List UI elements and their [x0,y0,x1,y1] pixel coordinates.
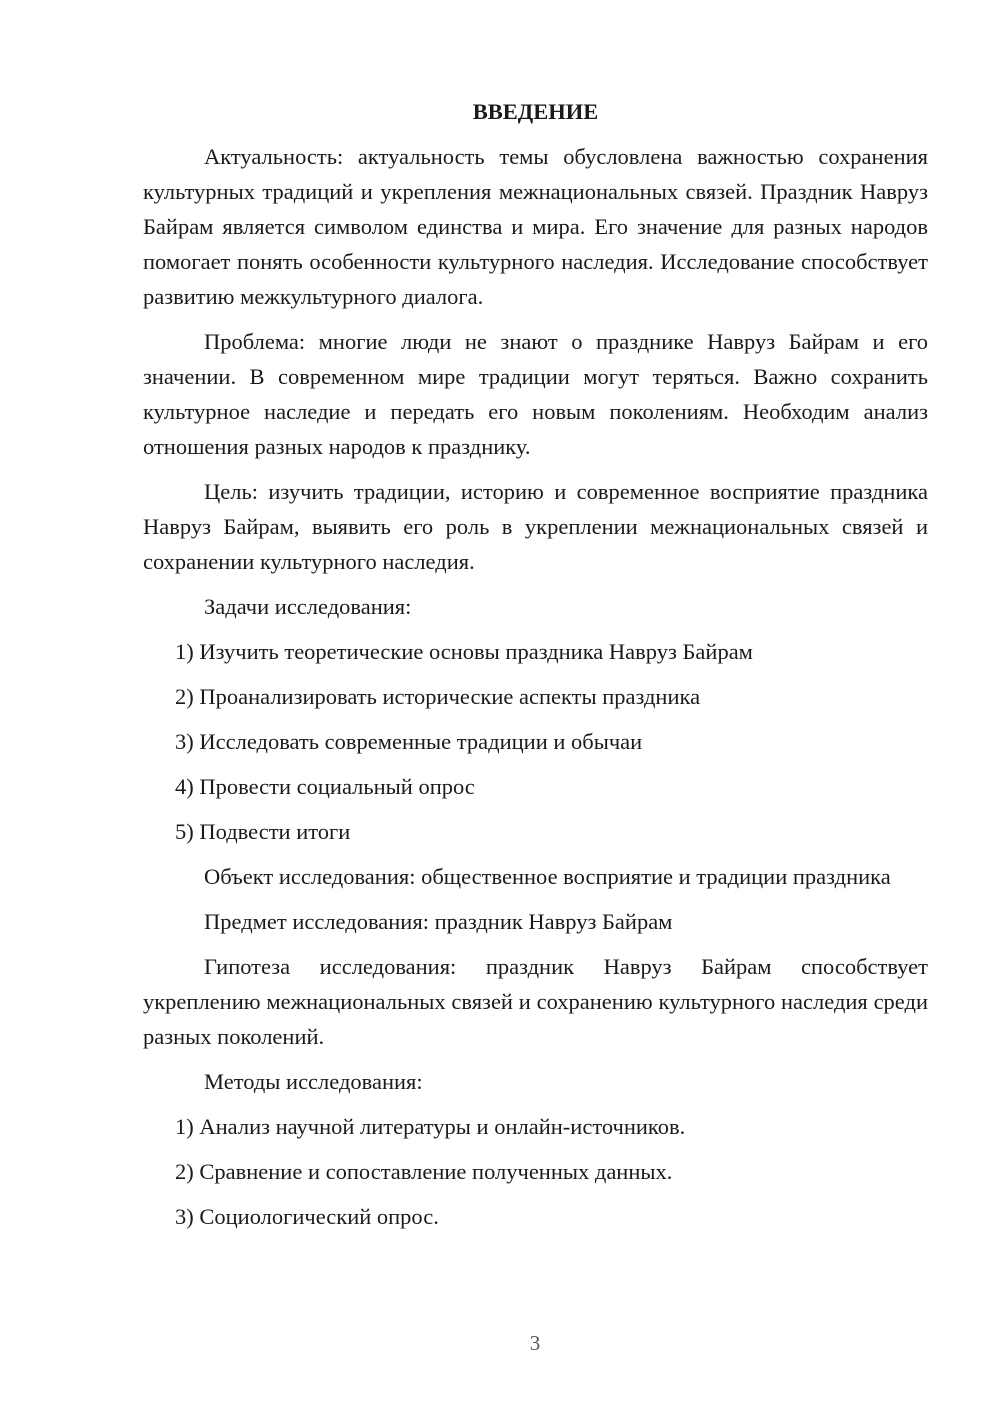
subject-paragraph: Предмет исследования: праздник Навруз Байрам [204,909,673,934]
list-item: 3) Исследовать современные традиции и обычаи [175,729,643,754]
methods-heading: Методы исследования: [204,1069,423,1094]
object-paragraph: Объект исследования: общественное восприятие и традиции праздника [204,864,891,889]
list-item: 3) Социологический опрос. [175,1204,439,1229]
list-item: 2) Проанализировать исторические аспекты праздника [175,684,701,709]
document-page [143,94,928,1244]
relevance-paragraph: Актуальность: актуальность темы обусловлена важностью сохранения культурных традиций и укрепления межнациональных связей. Праздник Навруз Байрам является символом единства и мира. Его значение для разных народов помогает понять особенности культурного наследия. Исследование способствует развитию межкультурного диалога. [143,144,928,309]
list-item: 5) Подвести итоги [175,819,351,844]
list-item: 1) Изучить теоретические основы праздника Навруз Байрам [175,639,753,664]
list-item: 4) Провести социальный опрос [175,774,475,799]
page-title: ВВЕДЕНИЕ [472,99,599,124]
tasks-heading: Задачи исследования: [204,594,412,619]
goal-paragraph: Цель: изучить традиции, историю и современное восприятие праздника Навруз Байрам, выявить его роль в укреплении межнациональных связей и сохранении культурного наследия. [143,479,928,574]
page-number: 3 [529,1331,541,1355]
problem-paragraph: Проблема: многие люди не знают о празднике Навруз Байрам и его значении. В современном мире традиции могут теряться. Важно сохранить культурное наследие и передать его новым поколениям. Необходим анализ отношения разных народов к празднику. [143,329,928,459]
tasks-list [143,634,928,849]
list-item: 2) Сравнение и сопоставление полученных данных. [175,1159,673,1184]
hypothesis-paragraph: Гипотеза исследования: праздник Навруз Байрам способствует укреплению межнациональных связей и сохранению культурного наследия среди разных поколений. [143,954,928,1049]
methods-list [143,1109,928,1234]
list-item: 1) Анализ научной литературы и онлайн-источников. [175,1114,686,1139]
